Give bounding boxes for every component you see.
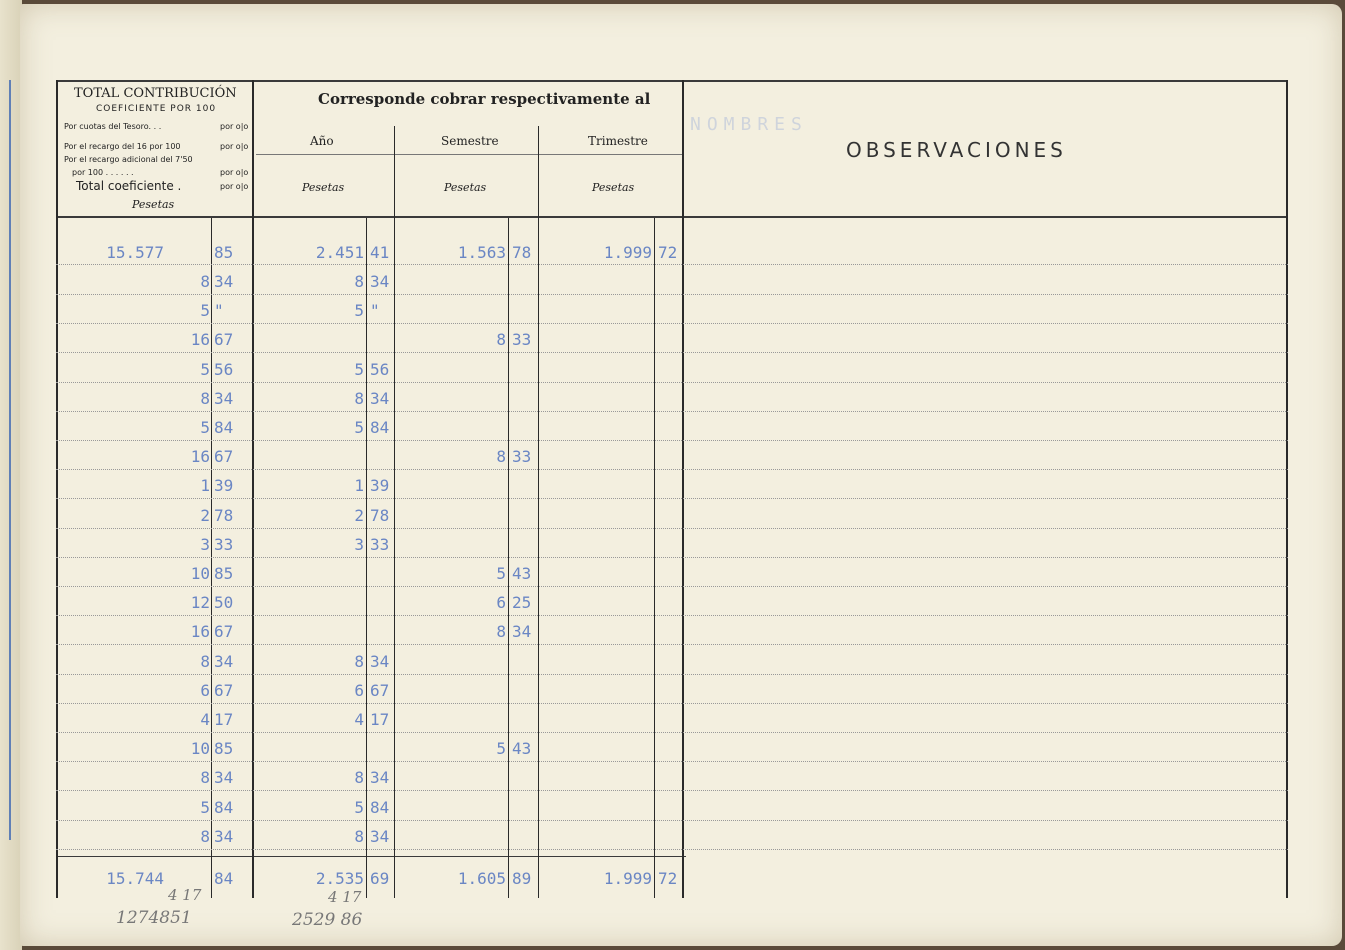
row-ano-cents: 17 xyxy=(370,710,390,729)
row-total-cents: 34 xyxy=(214,651,234,671)
row-total-cents: 85 xyxy=(214,564,234,583)
ghost-nombres: NOMBRES xyxy=(690,114,808,135)
row-ano-cents: 34 xyxy=(370,768,390,788)
row-sem-cents: 33 xyxy=(512,330,532,350)
bottom-total: 15.744 xyxy=(106,869,164,888)
top-sem-cents: 78 xyxy=(512,243,532,262)
row-ano: 5 xyxy=(354,797,364,817)
row-total: 12 xyxy=(190,593,210,613)
top-tri-cents: 72 xyxy=(658,243,678,262)
label-cuotas: Por cuotas del Tesoro. . . xyxy=(64,122,162,131)
row-rule xyxy=(56,849,1288,850)
row-total-cents: 67 xyxy=(214,447,234,467)
pesetas-total: Pesetas xyxy=(132,198,175,211)
top-total: 15.577 xyxy=(106,243,164,262)
row-total-cents: 34 xyxy=(214,768,234,788)
row-ano: 8 xyxy=(354,768,364,788)
row-total: 5 xyxy=(200,301,210,321)
row-total-cents: 84 xyxy=(214,418,234,437)
row-ano-cents: " xyxy=(370,301,380,321)
bottom-sem: 1.605 xyxy=(457,869,506,888)
label-total-coef: Total coeficiente . xyxy=(76,179,182,193)
totals-rule xyxy=(56,856,686,857)
row-ano-cents: 39 xyxy=(370,476,390,496)
head-ano: Año xyxy=(310,134,334,148)
pencil-note-d: 2529 86 xyxy=(292,910,363,930)
pesetas-ano: Pesetas xyxy=(302,181,345,194)
row-sem: 8 xyxy=(496,330,506,350)
row-ano: 2 xyxy=(354,505,364,525)
row-rule xyxy=(56,352,1288,353)
row-total: 16 xyxy=(190,447,210,467)
row-total: 5 xyxy=(200,359,210,379)
top-tri: 1.999 xyxy=(603,243,652,262)
row-sem: 8 xyxy=(496,622,506,642)
col-sem-cents xyxy=(508,218,509,898)
row-ano-cents: 78 xyxy=(370,505,390,525)
row-total-cents: 33 xyxy=(214,534,234,554)
row-total: 5 xyxy=(200,797,210,817)
label-porojo-2: por o|o xyxy=(220,142,249,151)
col-total-cents xyxy=(211,218,212,898)
bottom-sem-cents: 89 xyxy=(512,869,532,888)
row-total-cents: 85 xyxy=(214,739,234,759)
row-rule xyxy=(56,820,1288,821)
row-ano-cents: 34 xyxy=(370,826,390,846)
row-ano: 3 xyxy=(354,534,364,554)
row-sem: 5 xyxy=(496,739,506,759)
row-total: 8 xyxy=(200,768,210,788)
top-total-cents: 85 xyxy=(214,243,234,262)
bottom-ano: 2.535 xyxy=(315,869,364,888)
pesetas-semestre: Pesetas xyxy=(444,181,487,194)
row-rule xyxy=(56,264,1288,265)
bottom-total-cents: 84 xyxy=(214,869,234,888)
head-semestre: Semestre xyxy=(441,134,499,148)
row-total: 6 xyxy=(200,680,210,700)
row-ano: 5 xyxy=(354,418,364,437)
row-rule xyxy=(56,586,1288,587)
row-rule xyxy=(56,528,1288,529)
row-total: 2 xyxy=(200,505,210,525)
row-ano-cents: 34 xyxy=(370,651,390,671)
col-total-border xyxy=(252,80,254,898)
row-rule xyxy=(56,790,1288,791)
row-ano-cents: 56 xyxy=(370,359,390,379)
label-porojo-3: por o|o xyxy=(220,168,249,177)
row-rule xyxy=(56,294,1288,295)
row-ano-cents: 84 xyxy=(370,797,390,817)
label-recargo750: Por el recargo adicional del 7'50 xyxy=(64,155,193,164)
row-rule xyxy=(56,469,1288,470)
row-rule xyxy=(56,557,1288,558)
subhead-rule xyxy=(256,154,684,155)
row-ano: 5 xyxy=(354,359,364,379)
row-total-cents: 39 xyxy=(214,476,234,496)
top-rule xyxy=(56,80,1288,82)
label-recargo16: Por el recargo del 16 por 100 xyxy=(64,142,181,151)
row-total: 16 xyxy=(190,330,210,350)
row-total-cents: 17 xyxy=(214,710,234,729)
row-sem: 6 xyxy=(496,593,506,613)
row-ano-cents: 34 xyxy=(370,272,390,291)
row-total-cents: 67 xyxy=(214,622,234,642)
label-por100: por 100 . . . . . . xyxy=(72,168,134,177)
row-total-cents: 34 xyxy=(214,388,234,408)
row-rule xyxy=(56,732,1288,733)
row-total: 5 xyxy=(200,418,210,437)
row-total: 8 xyxy=(200,651,210,671)
bottom-ano-cents: 69 xyxy=(370,869,390,888)
observaciones-title: OBSERVACIONES xyxy=(846,138,1067,162)
row-ano: 8 xyxy=(354,388,364,408)
row-ano: 8 xyxy=(354,651,364,671)
row-rule xyxy=(56,644,1288,645)
label-porojo-1: por o|o xyxy=(220,122,249,131)
row-ano: 4 xyxy=(354,710,364,729)
row-total: 8 xyxy=(200,388,210,408)
row-rule xyxy=(56,674,1288,675)
pencil-note-b: 4 17 xyxy=(328,888,362,906)
row-sem-cents: 34 xyxy=(512,622,532,642)
row-ano: 6 xyxy=(354,680,364,700)
row-total-cents: 67 xyxy=(214,680,234,700)
row-ano-cents: 33 xyxy=(370,534,390,554)
row-rule xyxy=(56,411,1288,412)
row-total: 4 xyxy=(200,710,210,729)
header-bottom-rule xyxy=(56,216,1288,218)
row-rule xyxy=(56,323,1288,324)
bottom-tri: 1.999 xyxy=(603,869,652,888)
row-sem: 8 xyxy=(496,447,506,467)
row-total-cents: 78 xyxy=(214,505,234,525)
col-right-border xyxy=(1286,80,1288,898)
row-rule xyxy=(56,498,1288,499)
row-total: 1 xyxy=(200,476,210,496)
row-total-cents: 56 xyxy=(214,359,234,379)
top-sem: 1.563 xyxy=(457,243,506,262)
book-spine xyxy=(0,0,22,950)
ledger-page xyxy=(20,4,1342,946)
coef-title: COEFICIENTE POR 100 xyxy=(96,104,217,114)
col-tri-border xyxy=(682,80,684,898)
row-ano-cents: 34 xyxy=(370,388,390,408)
row-sem-cents: 43 xyxy=(512,564,532,583)
spine-edge xyxy=(9,80,11,840)
total-title: TOTAL CONTRIBUCIÓN xyxy=(74,86,237,101)
bottom-tri-cents: 72 xyxy=(658,869,678,888)
row-ano: 8 xyxy=(354,272,364,291)
row-ano: 8 xyxy=(354,826,364,846)
row-total: 16 xyxy=(190,622,210,642)
row-sem-cents: 43 xyxy=(512,739,532,759)
row-sem: 5 xyxy=(496,564,506,583)
row-total-cents: 67 xyxy=(214,330,234,350)
row-total: 8 xyxy=(200,826,210,846)
ledger-table xyxy=(56,80,1288,898)
row-total-cents: 84 xyxy=(214,797,234,817)
row-ano-cents: 84 xyxy=(370,418,390,437)
row-rule xyxy=(56,440,1288,441)
row-total: 10 xyxy=(190,564,210,583)
top-ano: 2.451 xyxy=(315,243,364,262)
top-ano-cents: 41 xyxy=(370,243,390,262)
row-total-cents: 34 xyxy=(214,272,234,291)
col-sem-border xyxy=(538,126,539,898)
row-ano-cents: 67 xyxy=(370,680,390,700)
head-trimestre: Trimestre xyxy=(588,134,648,148)
col-left-border xyxy=(56,80,58,898)
label-porojo-4: por o|o xyxy=(220,182,249,191)
col-ano-cents xyxy=(366,218,367,898)
row-total: 8 xyxy=(200,272,210,291)
row-rule xyxy=(56,382,1288,383)
pesetas-trimestre: Pesetas xyxy=(592,181,635,194)
row-rule xyxy=(56,761,1288,762)
row-ano: 1 xyxy=(354,476,364,496)
col-ano-border xyxy=(394,126,395,898)
row-sem-cents: 33 xyxy=(512,447,532,467)
row-ano: 5 xyxy=(354,301,364,321)
row-sem-cents: 25 xyxy=(512,593,532,613)
row-total-cents: 50 xyxy=(214,593,234,613)
pencil-note-c: 1274851 xyxy=(116,908,192,928)
row-rule xyxy=(56,615,1288,616)
col-tri-cents xyxy=(654,218,655,898)
corresponde-title: Corresponde cobrar respectivamente al xyxy=(318,90,651,108)
pencil-note-a: 4 17 xyxy=(168,886,202,904)
row-rule xyxy=(56,703,1288,704)
row-total: 10 xyxy=(190,739,210,759)
row-total-cents: 34 xyxy=(214,826,234,846)
row-total-cents: " xyxy=(214,301,224,321)
row-total: 3 xyxy=(200,534,210,554)
